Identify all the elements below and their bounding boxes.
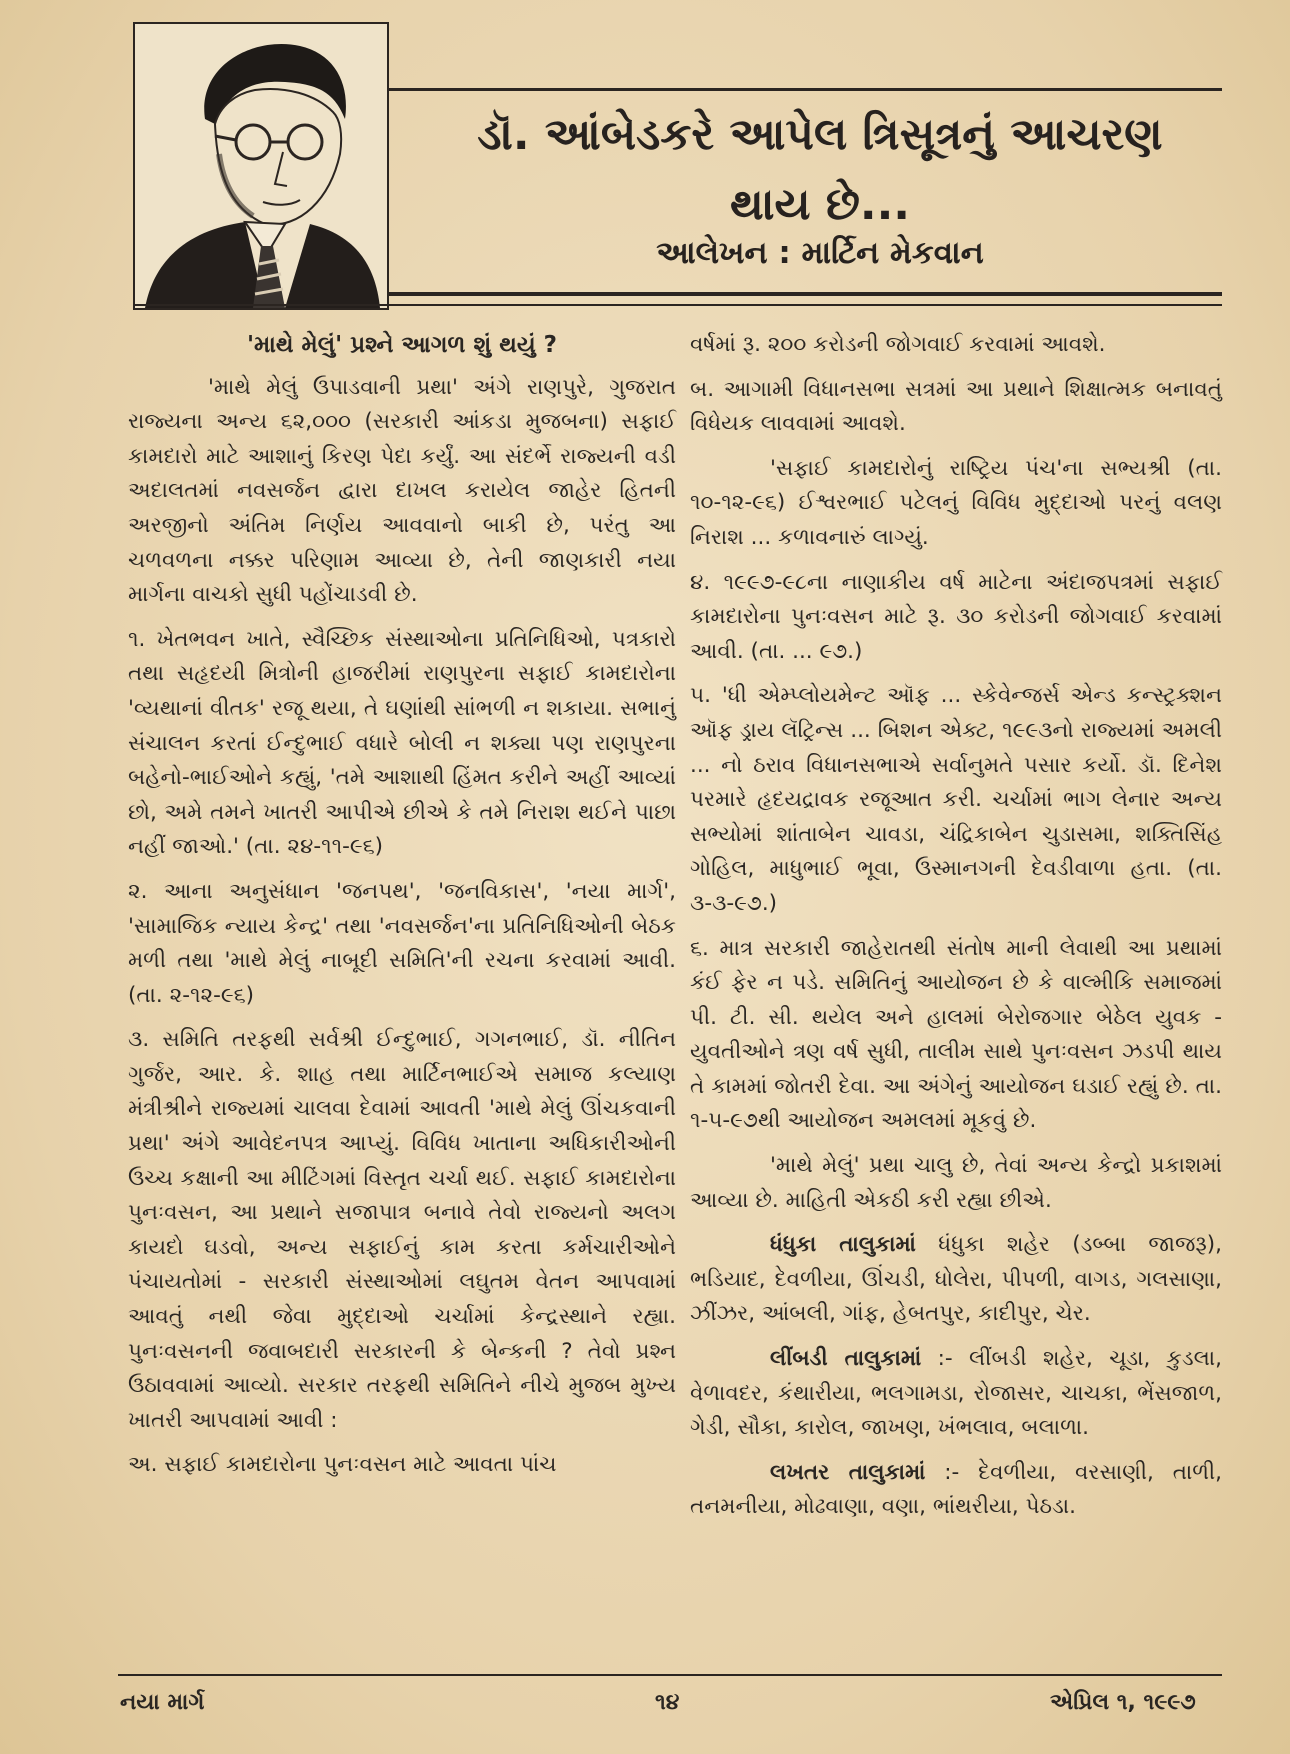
paragraph: અ. સફાઈ કામદારોના પુનઃવસન માટે આવતા પાંચ — [128, 1452, 557, 1478]
paragraph: 'માથે મેલું' પ્રથા ચાલુ છે, તેવાં અન્ય કેન્દ્રો પ્રકાશમાં આવ્યા છે. માહિતી એકઠી કરી રહ્યા છીએ. — [690, 1153, 1222, 1213]
paragraph: ૬. માત્ર સરકારી જાહેરાતથી સંતોષ માની લેવાથી આ પ્રથામાં કંઈ ફેર ન પડે. સમિતિનું આયોજન છે કે વાલ્મીકિ સમાજમાં પી. ટી. સી. થયેલ અને હાલમાં બેરોજગાર બેઠેલ યુવક - યુવતીઓને ત્રણ વર્ષ સુધી, તાલીમ સાથે પુનઃવસન ઝડપી થાય તે કામમાં જોતરી દેવા. આ અંગેનું આયોજન ઘડાઈ રહ્યું છે. તા. ૧-૫-૯૭થી આયોજન અમલમાં મૂકવું છે. — [690, 935, 1222, 1134]
header-top-rule — [389, 88, 1222, 91]
title-line-1: ડૉ. આંબેડકરે આપેલ ત્રિસૂત્રનું આચરણ — [477, 109, 1163, 160]
paragraph — [690, 1228, 1222, 1332]
taluka-villages: ધંધુકા શહેર (ડબ્બા જાજરૂ), ભડિયાદ, દેવળીયા, ઊંચડી, ધોલેરા, પીપળી, વાગડ, ગલસાણા, ઝીંઝર, આંબલી, ગાંફ, હેબતપુર, કાદીપુર, ચેર. — [690, 1232, 1222, 1327]
right-column — [690, 328, 1222, 1535]
portrait-illustration — [133, 22, 389, 310]
taluka-label: લખતર તાલુકામાં — [770, 1459, 926, 1485]
left-column — [128, 328, 676, 1493]
paragraph: 'સફાઈ કામદારોનું રાષ્ટ્રિય પંચ'ના સભ્યશ્રી (તા. ૧૦-૧૨-૯૬) ઈશ્વરભાઈ પટેલનું વિવિધ મુદ્દાઓ પરનું વલણ નિરાશ ... કળાવનારું લાગ્યું. — [690, 455, 1222, 550]
footer-publication: નયા માર્ગ — [120, 1690, 205, 1715]
paragraph: ૫. 'ધી એમ્પ્લોયમેન્ટ ઑફ ... સ્કેવેન્જર્સ એન્ડ કન્સ્ટ્રક્શન ઑફ ડ્રાય લૅટ્રિન્સ ... બિશન એક્ટ, ૧૯૯૩નો રાજ્યમાં અમલી ... નો ઠરાવ વિધાનસભાએ સર્વાનુમતે પસાર કર્યો. ડૉ. દિનેશ પરમારે હૃદયદ્રાવક રજૂઆત કરી. ચર્ચામાં ભાગ લેનાર અન્ય સભ્યોમાં શાંતાબેન ચાવડા, ચંદ્રિકાબેન ચુડાસમા, શક્તિસિંહ ગોહિલ, માધુભાઈ ભૂવા, ઉસ્માનગની દેવડીવાળા હતા. (તા. ૩-૩-૯૭.) — [690, 683, 1222, 916]
paragraph: ૧. ખેતભવન ખાતે, સ્વૈચ્છિક સંસ્થાઓના પ્રતિનિધિઓ, પત્રકારો તથા સહૃદયી મિત્રોની હાજરીમાં રાણપુરના સફાઈ કામદારોના 'વ્યથાનાં વીતક' રજૂ થયા, તે ઘણાંથી સાંભળી ન શકાયા. સભાનું સંચાલન કરતાં ઈન્દુભાઈ વધારે બોલી ન શક્યા પણ રાણપુરના બહેનો-ભાઈઓને કહ્યું, 'તમે આશાથી હિંમત કરીને અહીં આવ્યાં છો, અમે તમને ખાતરી આપીએ છીએ કે તમે નિરાશ થઈને પાછા નહીં જાઓ.' (તા. ૨૪-૧૧-૯૬) — [128, 626, 676, 860]
paragraph: 'માથે મેલું ઉપાડવાની પ્રથા' અંગે રાણપુરે, ગુજરાત રાજ્યના અન્ય ૬૨,૦૦૦ (સરકારી આંકડા મુજબના) સફાઈ કામદારો માટે આશાનું કિરણ પેદા કર્યું. આ સંદર્ભે રાજ્યની વડી અદાલતમાં નવસર્જન દ્વારા દાખલ કરાયેલ જાહેર હિતની અરજીનો અંતિમ નિર્ણય આવવાનો બાકી છે, પરંતુ આ ચળવળના નક્કર પરિણામ આવ્યા છે, તેની જાણકારી નયા માર્ગના વાચકો સુધી પહોંચાડવી છે. — [128, 374, 676, 608]
header-bottom-rule-thin — [133, 304, 1222, 306]
section-heading: 'માથે મેલું' પ્રશ્ને આગળ શું થયું ? — [246, 332, 558, 358]
paragraph — [690, 1456, 1222, 1525]
paragraph: ૨. આના અનુસંધાન 'જનપથ', 'જનવિકાસ', 'નયા માર્ગ', 'સામાજિક ન્યાય કેન્દ્ર' તથા 'નવસર્જન'ના પ્રતિનિધિઓની બેઠક મળી તથા 'માથે મેલું નાબૂદી સમિતિ'ની રચના કરવામાં આવી. (તા. ૨-૧૨-૯૬) — [128, 878, 676, 1008]
article-byline: આલેખન : માર્ટિન મેકવાન — [656, 235, 984, 271]
footer-page-number: ૧૪ — [655, 1690, 680, 1715]
paragraph: બ. આગામી વિધાનસભા સત્રમાં આ પ્રથાને શિક્ષાત્મક બનાવતું વિધેયક લાવવામાં આવશે. — [690, 376, 1222, 437]
paragraph — [690, 1342, 1222, 1446]
footer-rule — [118, 1674, 1222, 1676]
paragraph: વર્ષમાં રૂ. ૨૦૦ કરોડની જોગવાઈ કરવામાં આવશે. — [690, 332, 1106, 357]
footer-date: એપ્રિલ ૧, ૧૯૯૭ — [1050, 1690, 1196, 1715]
header-bottom-rule-thick — [389, 292, 1222, 296]
portrait-sketch-icon — [135, 24, 387, 308]
paragraph: ૩. સમિતિ તરફથી સર્વશ્રી ઈન્દુભાઈ, ગગનભાઈ, ડૉ. નીતિન ગુર્જર, આર. કે. શાહ તથા માર્ટિનભાઈએ સમાજ કલ્યાણ મંત્રીશ્રીને રાજ્યમાં ચાલવા દેવામાં આવતી 'માથે મેલું ઊંચકવાની પ્રથા' અંગે આવેદનપત્ર આપ્યું. વિવિધ ખાતાના અધિકારીઓની ઉચ્ચ કક્ષાની આ મીટિંગમાં વિસ્તૃત ચર્ચા થઈ. સફાઈ કામદારોના પુનઃવસન, આ પ્રથાને સજાપાત્ર બનાવે તેવો રાજ્યનો અલગ કાયદો ઘડવો, અન્ય સફાઈનું કામ કરતા કર્મચારીઓને પંચાયતોમાં - સરકારી સંસ્થાઓમાં લઘુતમ વેતન આપવામાં આવતું નથી જેવા મુદ્દાઓ ચર્ચામાં કેન્દ્રસ્થાને રહ્યા. પુનઃવસનની જવાબદારી સરકારની કે બેન્કની ? તેવો પ્રશ્ન ઉઠાવવામાં આવ્યો. સરકાર તરફથી સમિતિને નીચે મુજબ મુખ્ય ખાતરી આપવામાં આવી : — [128, 1027, 676, 1433]
taluka-label: લીંબડી તાલુકામાં — [770, 1346, 922, 1372]
paragraph: ૪. ૧૯૯૭-૯૮ના નાણાકીય વર્ષ માટેના અંદાજપત્રમાં સફાઈ કામદારોના પુનઃવસન માટે રૂ. ૩૦ કરોડની જોગવાઈ કરવામાં આવી. (તા. ... ૯૭.) — [690, 569, 1222, 664]
article-title — [400, 100, 1240, 240]
title-line-2: થાય છે... — [729, 179, 911, 230]
taluka-label: ધંધુકા તાલુકામાં — [770, 1232, 916, 1258]
taluka-villages: :- લીંબડી શહેર, ચૂડા, કુડલા, વેળાવદર, કંથારીયા, ભલગામડા, રોજાસર, ચાચકા, ભેંસજાળ, ગેડી, સૌકા, કારોલ, જાખણ, ખંભલાવ, બલાળા. — [690, 1346, 1222, 1441]
taluka-villages: :- દેવળીયા, વરસાણી, તાળી, તનમનીયા, મોઢવાણા, વણા, ભાંથરીયા, પેઠડા. — [690, 1459, 1222, 1520]
